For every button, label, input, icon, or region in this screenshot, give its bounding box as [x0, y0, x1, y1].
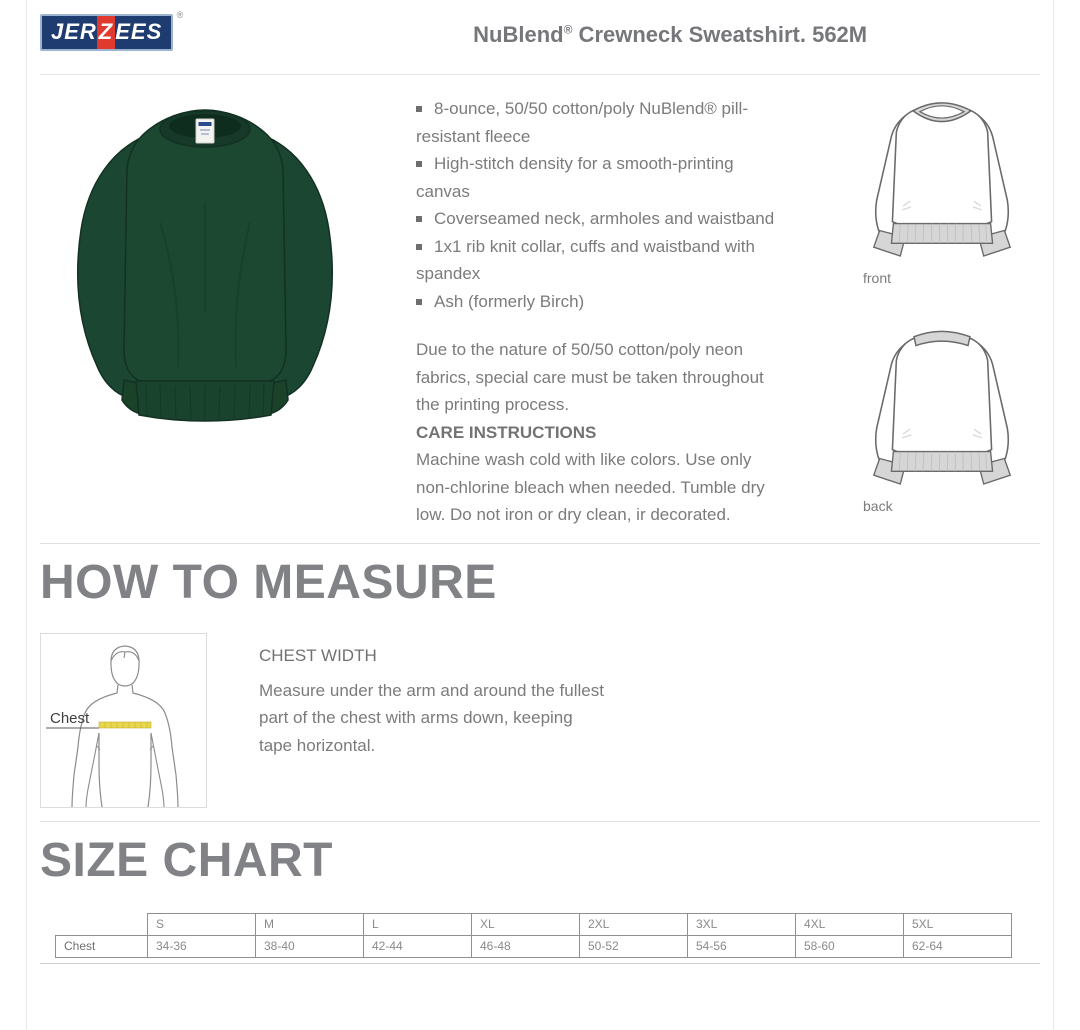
size-chart-heading: SIZE CHART: [40, 834, 333, 888]
size-column-header: M: [256, 914, 364, 936]
chest-value: 34-36: [148, 936, 256, 958]
product-details: [416, 82, 788, 529]
sweatshirt-back-lineart: [861, 318, 1023, 490]
chest-value: 46-48: [472, 936, 580, 958]
size-column-header: S: [148, 914, 256, 936]
care-instructions-text: Machine wash cold with like colors. Use only non-chlorine bleach when needed. Tumble dry low. Do not iron or dry clean, ir decorated.: [416, 450, 765, 524]
size-column-header: 4XL: [796, 914, 904, 936]
care-instructions-heading: CARE INSTRUCTIONS: [416, 422, 597, 442]
chest-value: 54-56: [688, 936, 796, 958]
feature-item: 1x1 rib knit collar, cuffs and waistband with spandex: [416, 236, 755, 283]
measure-instructions: [259, 633, 604, 808]
bullet-square-icon: [416, 299, 422, 305]
chest-row-label: Chest: [56, 936, 148, 958]
front-label: front: [863, 270, 892, 286]
feature-item: 8-ounce, 50/50 cotton/poly NuBlend® pill-resistant fleece: [416, 99, 748, 146]
corner-cell: [56, 914, 148, 936]
product-section: [27, 75, 1053, 529]
section-divider: [40, 821, 1040, 822]
feature-item: Ash (formerly Birch): [416, 288, 788, 316]
size-column-header: 2XL: [580, 914, 688, 936]
chest-value: 58-60: [796, 936, 904, 958]
title-registered-mark: ®: [563, 22, 573, 37]
bullet-square-icon: [416, 216, 422, 222]
feature-item: Coverseamed neck, armholes and waistband: [416, 205, 788, 233]
spec-sheet-page: [26, 0, 1054, 1030]
size-column-header: 5XL: [904, 914, 1012, 936]
how-to-measure-heading: HOW TO MEASURE: [40, 555, 497, 609]
size-column-header: XL: [472, 914, 580, 936]
logo-z-stripe: Z: [97, 16, 115, 49]
bullet-square-icon: [416, 244, 422, 250]
chest-value: 42-44: [364, 936, 472, 958]
chest-figure-label: Chest: [50, 710, 90, 728]
section-divider: [40, 543, 1040, 544]
size-column-header: L: [364, 914, 472, 936]
size-chart-table: [55, 913, 1012, 958]
measure-section: [40, 633, 1053, 808]
page-title: NuBlend® Crewneck Sweatshirt. 562M: [473, 22, 868, 47]
feature-item: High-stitch density for a smooth-printing canvas: [416, 154, 734, 201]
chest-value: 50-52: [580, 936, 688, 958]
sweatshirt-front-lineart: [861, 90, 1023, 262]
chest-width-title: CHEST WIDTH: [259, 646, 377, 666]
lineart-column: [861, 82, 1039, 529]
header: [27, 0, 1053, 74]
green-sweatshirt-image: [40, 82, 370, 427]
feature-list: [416, 95, 788, 315]
bullet-square-icon: [416, 106, 422, 112]
bullet-square-icon: [416, 161, 422, 167]
jerzees-logo: [40, 10, 184, 51]
chest-row: [56, 936, 1012, 958]
measure-figure-box: [40, 633, 207, 808]
size-column-header: 3XL: [688, 914, 796, 936]
back-label: back: [863, 498, 893, 514]
logo-registered-mark: ®: [176, 10, 184, 20]
chest-width-text: Measure under the arm and around the fullest part of the chest with arms down, keeping tape horizontal.: [259, 680, 604, 755]
product-photo: [40, 82, 370, 529]
chest-value: 38-40: [256, 936, 364, 958]
care-note: Due to the nature of 50/50 cotton/poly neon fabrics, special care must be taken throughout the printing process.: [416, 340, 764, 414]
jerzees-logo-text-left: JERZEES: [51, 19, 162, 44]
size-chart-header-row: [56, 914, 1012, 936]
chest-value: 62-64: [904, 936, 1012, 958]
bottom-divider: [40, 963, 1040, 964]
